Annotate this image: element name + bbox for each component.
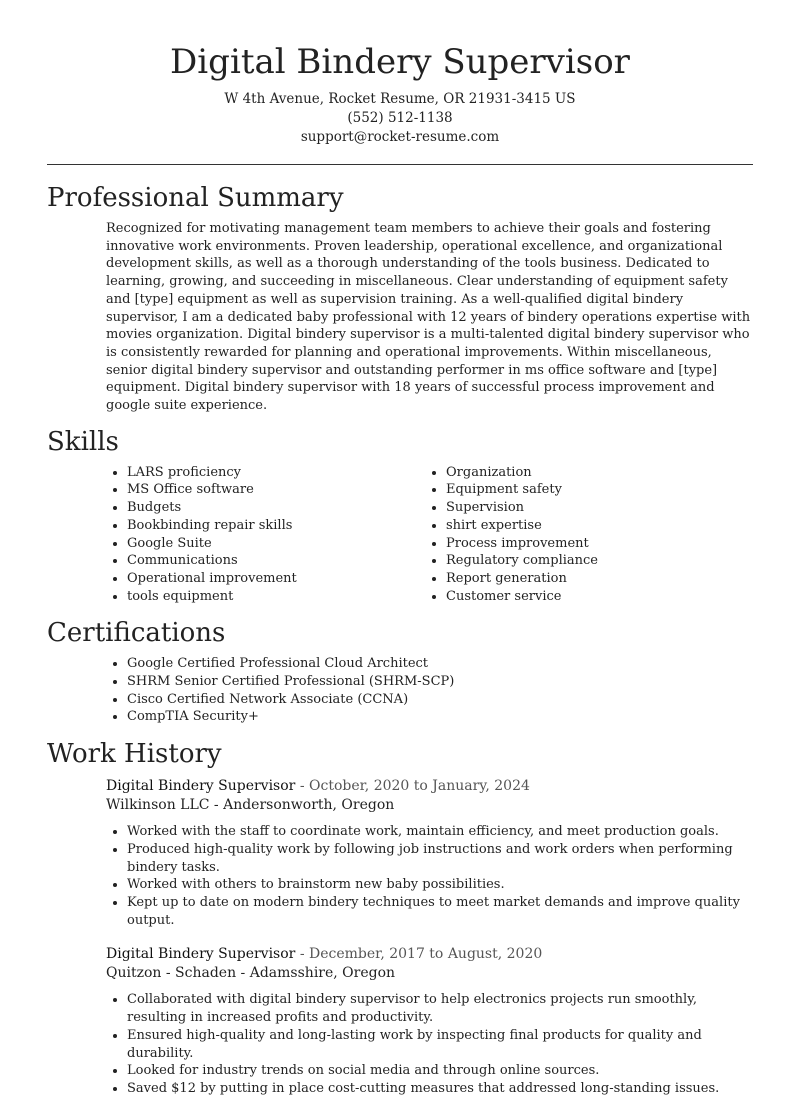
header-divider (47, 164, 753, 165)
job-employer: Wilkinson LLC - Andersonworth, Oregon (106, 797, 395, 814)
skill-item: • Customer service (446, 588, 744, 606)
work-history-heading: Work History (47, 739, 222, 770)
job-bullet: • Worked with others to brainstorm new baby possibilities. (127, 876, 753, 894)
certifications-heading: Certifications (47, 618, 226, 649)
job-entry (106, 945, 753, 1097)
job-separator: - (295, 778, 310, 795)
job-dates: December, 2017 to August, 2020 (309, 946, 543, 963)
summary-section (0, 181, 800, 415)
job-bullets (106, 823, 753, 929)
skill-item: • Report generation (446, 570, 744, 588)
job-bullet: • Worked with the staff to coordinate work, maintain efficiency, and meet production goals. (127, 823, 753, 841)
contact-email[interactable]: support@rocket-resume.com (300, 129, 500, 145)
job-employer: Quitzon - Schaden - Adamsshire, Oregon (106, 965, 396, 982)
skill-item: • Bookbinding repair skills (127, 517, 425, 535)
contact-address: W 4th Avenue, Rocket Resume, OR 21931-3415 US (224, 91, 576, 107)
job-bullets (106, 991, 753, 1097)
certification-item: • SHRM Senior Certified Professional (SHRM-SCP) (127, 673, 800, 691)
job-bullet: • Kept up to date on modern bindery techniques to meet market demands and improve quality output. (127, 894, 753, 929)
certification-item: • CompTIA Security+ (127, 708, 800, 726)
job-entry (106, 777, 753, 929)
job-title: Digital Bindery Supervisor (106, 946, 296, 963)
skill-item: • Supervision (446, 499, 744, 517)
job-bullet: • Ensured high-quality and long-lasting work by inspecting final products for quality and durability. (127, 1027, 753, 1062)
contact-phone: (552) 512-1138 (347, 110, 453, 126)
work-history-section (0, 737, 800, 1097)
skill-item: • Organization (446, 464, 744, 482)
job-title: Digital Bindery Supervisor (106, 778, 296, 795)
skills-heading: Skills (47, 426, 119, 457)
skill-item: • MS Office software (127, 481, 425, 499)
skills-column-right (425, 464, 744, 606)
summary-heading: Professional Summary (47, 183, 344, 213)
certification-item: • Cisco Certified Network Associate (CCNA) (127, 691, 800, 709)
job-bullet: • Produced high-quality work by following job instructions and work orders when performing bindery tasks. (127, 841, 753, 876)
skill-item: • Process improvement (446, 535, 744, 553)
skill-item: • Communications (127, 552, 425, 570)
resume-header (0, 0, 800, 147)
job-separator: - (295, 946, 310, 963)
skill-item: • Google Suite (127, 535, 425, 553)
skill-item: • Operational improvement (127, 570, 425, 588)
skill-item: • Budgets (127, 499, 425, 517)
skill-item: • Equipment safety (446, 481, 744, 499)
skills-grid (106, 464, 800, 606)
skill-item: • Regulatory compliance (446, 552, 744, 570)
skill-item: • LARS proficiency (127, 464, 425, 482)
skills-column-left (106, 464, 425, 606)
summary-text: Recognized for motivating management team members to achieve their goals and fostering innovative work environments. Proven leadership, operational excellence, and organizational development skills, as well as a thorough understanding of the tools business. Dedicated to learning, growing, and succeeding in miscellaneous. Clear understanding of equipment safety and [type] equipment as well as supervision training. As a well-qualified digital bindery supervisor, I am a dedicated baby professional with 12 years of bindery operations expertise with movies organization. Digital bindery supervisor is a multi-talented digital bindery supervisor who is consistently rewarded for planning and operational improvements. Within miscellaneous, senior digital bindery supervisor and outstanding performer in ms office software and [type] equipment. Digital bindery supervisor with 18 years of successful process improvement and google suite experience. (106, 221, 751, 414)
candidate-name: Digital Bindery Supervisor (170, 42, 630, 82)
skill-item: • tools equipment (127, 588, 425, 606)
job-bullet: • Collaborated with digital bindery supervisor to help electronics projects run smoothly, resulting in increased profits and productivity. (127, 991, 753, 1026)
contact-block (0, 90, 800, 147)
job-title-line (106, 777, 753, 796)
skill-item: • shirt expertise (446, 517, 744, 535)
skills-section (0, 425, 800, 606)
job-dates: October, 2020 to January, 2024 (309, 778, 530, 795)
job-bullet: • Looked for industry trends on social media and through online sources. (127, 1062, 753, 1080)
job-bullet: • Saved $12 by putting in place cost-cutting measures that addressed long-standing issues. (127, 1080, 753, 1098)
certifications-list (106, 655, 800, 726)
certification-item: • Google Certified Professional Cloud Architect (127, 655, 800, 673)
certifications-section (0, 616, 800, 726)
job-title-line (106, 945, 753, 964)
